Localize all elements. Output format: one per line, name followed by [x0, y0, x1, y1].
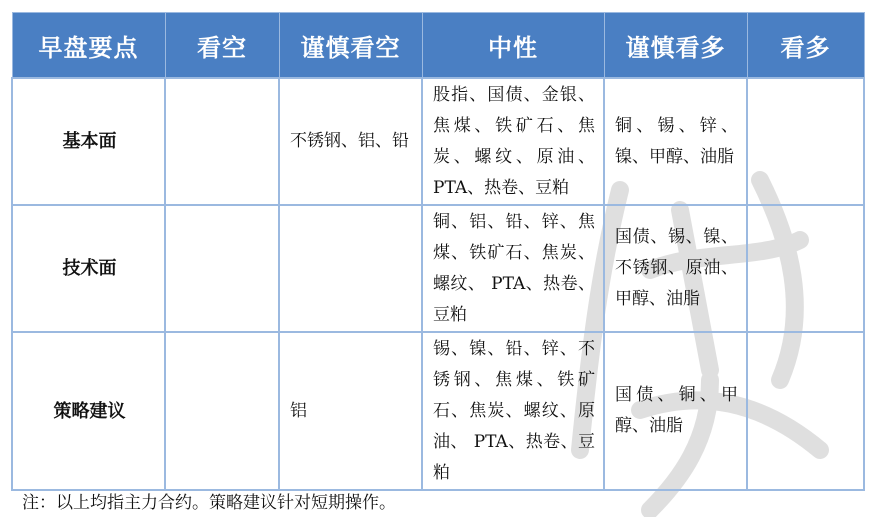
- cell-bullish: [747, 205, 864, 332]
- header-row: [12, 13, 864, 79]
- cell-cautious-bullish: 国债、锡、镍、不锈钢、原油、甲醇、油脂: [604, 205, 747, 332]
- table-row: [12, 332, 864, 490]
- header-neutral: 中性: [422, 13, 604, 79]
- cell-neutral: 锡、镍、铅、锌、不锈钢、焦煤、铁矿石、焦炭、螺纹、原油、 PTA、热卷、豆粕: [422, 332, 604, 490]
- cell-bearish: [165, 205, 279, 332]
- header-cautious-bearish: 谨慎看空: [279, 13, 422, 79]
- row-label-fundamentals: 基本面: [12, 78, 165, 205]
- cell-bullish: [747, 332, 864, 490]
- row-label-technicals: 技术面: [12, 205, 165, 332]
- cell-cautious-bullish: 国债、铜、甲醇、油脂: [604, 332, 747, 490]
- footnote: 注：以上均指主力合约。策略建议针对短期操作。: [22, 493, 396, 513]
- cell-bullish: [747, 78, 864, 205]
- cell-cautious-bullish: 铜、锡、锌、镍、甲醇、油脂: [604, 78, 747, 205]
- table-row: [12, 205, 864, 332]
- header-bullish: 看多: [747, 13, 864, 79]
- row-label-strategy: 策略建议: [12, 332, 165, 490]
- header-cautious-bullish: 谨慎看多: [604, 13, 747, 79]
- market-view-table: [11, 12, 865, 491]
- cell-cautious-bearish: [279, 205, 422, 332]
- cell-neutral: 股指、国债、金银、焦煤、铁矿石、焦炭、螺纹、原油、PTA、热卷、豆粕: [422, 78, 604, 205]
- cell-neutral: 铜、铝、铅、锌、焦煤、铁矿石、焦炭、螺纹、 PTA、热卷、豆粕: [422, 205, 604, 332]
- cell-bearish: [165, 78, 279, 205]
- cell-cautious-bearish: 铝: [279, 332, 422, 490]
- cell-bearish: [165, 332, 279, 490]
- header-key-points: 早盘要点: [12, 13, 165, 79]
- table-row: [12, 78, 864, 205]
- header-bearish: 看空: [165, 13, 279, 79]
- cell-cautious-bearish: 不锈钢、铝、铅: [279, 78, 422, 205]
